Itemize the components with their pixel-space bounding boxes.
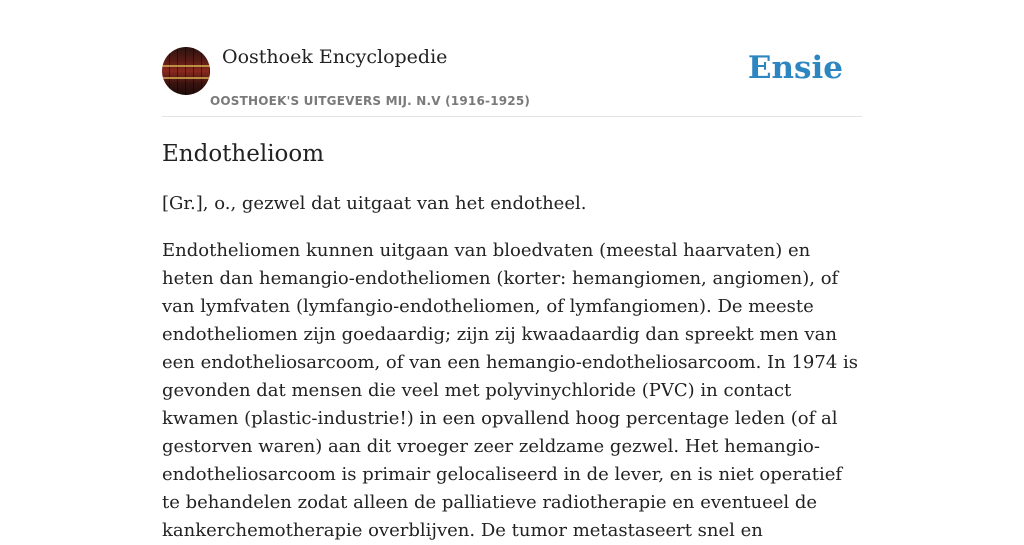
site-header (162, 44, 862, 117)
article-body: Endotheliomen kunnen uitgaan van bloedvaten (meestal haarvaten) en heten dan hemangio-endotheliomen (korter: hemangiomen, angiomen), of van lymfvaten (lymfangio-endotheliomen, of lymfangiomen). De meeste endotheliomen zijn goedaardig; zijn zij kwaadaardig dan spreekt men van een endotheliosarcoom, of van een hemangio-endotheliosarcoom. In 1974 is gevonden dat mensen die veel met polyvinychloride (PVC) in contact kwamen (plastic-industrie!) in een opvallend hoog percentage leden (of al gestorven waren) aan dit vroeger zeer zeldzame gezwel. Het hemangio-endotheliosarcoom is primair gelocaliseerd in de lever, en is niet operatief te behandelen zodat alleen de palliatieve radiotherapie en eventueel de kankerchemotherapie overblijven. De tumor metastaseert snel en (162, 240, 859, 541)
article (162, 138, 862, 545)
encyclopedia-books-avatar[interactable] (162, 47, 210, 95)
publisher-label: OOSTHOEK'S UITGEVERS MIJ. N.V (1916-1925) (210, 94, 531, 108)
article-lead: [Gr.], o., gezwel dat uitgaat van het endotheel. (162, 193, 587, 214)
article-title: Endothelioom (162, 141, 325, 167)
ensie-logo[interactable]: Ensie (747, 50, 843, 86)
site-title-link[interactable]: Oosthoek Encyclopedie (222, 46, 448, 68)
